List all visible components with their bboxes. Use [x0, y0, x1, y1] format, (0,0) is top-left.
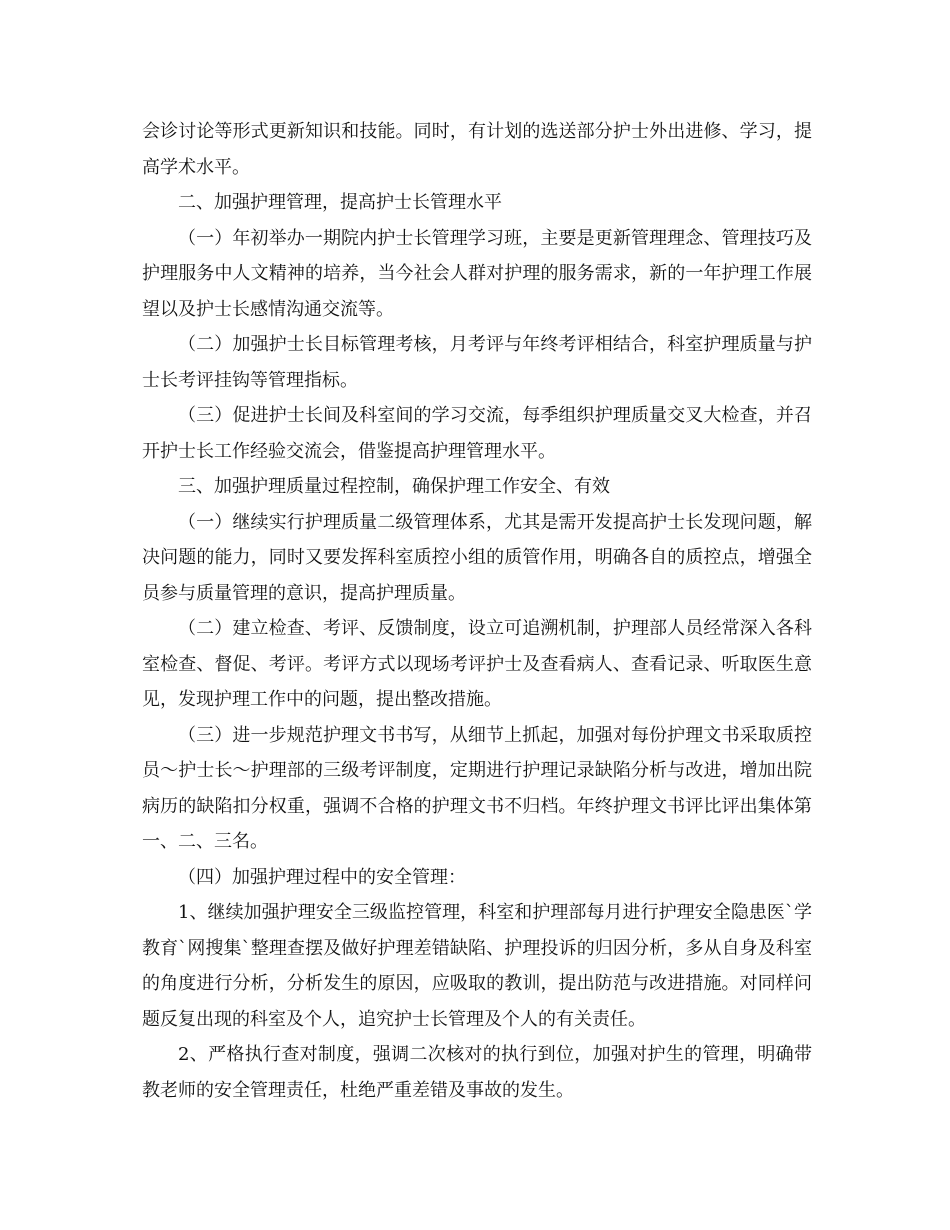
paragraph-2-2: （二）加强护士长目标管理考核，月考评与年终考评相结合，科室护理质量与护士长考评挂钩等管理指标。 [142, 334, 812, 391]
paragraph-3-2: （二）建立检查、考评、反馈制度，设立可追溯机制，护理部人员经常深入各科室检查、督促、考评。考评方式以现场考评护士及查看病人、查看记录、听取医生意见，发现护理工作中的问题，提出整改措施。 [142, 618, 812, 710]
paragraph-3-1: （一）继续实行护理质量二级管理体系，尤其是需开发提高护士长发现问题，解决问题的能力，同时又要发挥科室质控小组的质管作用，明确各自的质控点，增强全员参与质量管理的意识，提高护理质量。 [142, 511, 812, 604]
paragraph-3-4-1: 1、继续加强护理安全三级监控管理，科室和护理部每月进行护理安全隐患医`学教育`网搜集`整理查摆及做好护理差错缺陷、护理投诉的归因分析，多从自身及科室的角度进行分析，分析发生的原因，应吸取的教训，提出防范与改进措施。对同样问题反复出现的科室及个人，追究护士长管理及个人的有关责任。 [142, 902, 812, 1030]
paragraph-continuation: 会诊讨论等形式更新知识和技能。同时，有计划的选送部分护士外出进修、学习，提高学术水平。 [142, 121, 812, 178]
document-body [142, 114, 812, 1108]
paragraph-3-3: （三）进一步规范护理文书书写，从细节上抓起，加强对每份护理文书采取质控员～护士长～护理部的三级考评制度，定期进行护理记录缺陷分析与改进，增加出院病历的缺陷扣分权重，强调不合格的护理文书不归档。年终护理文书评比评出集体第一、二、三名。 [142, 724, 812, 852]
section-heading-3: 三、加强护理质量过程控制，确保护理工作安全、有效 [178, 476, 610, 497]
paragraph-3-4-2: 2、严格执行查对制度，强调二次核对的执行到位，加强对护生的管理，明确带教老师的安全管理责任，杜绝严重差错及事故的发生。 [142, 1044, 812, 1101]
paragraph-2-1: （一）年初举办一期院内护士长管理学习班，主要是更新管理理念、管理技巧及护理服务中人文精神的培养，当今社会人群对护理的服务需求，新的一年护理工作展望以及护士长感情沟通交流等。 [142, 227, 812, 320]
paragraph-2-3: （三）促进护士长间及科室间的学习交流，每季组织护理质量交叉大检查，并召开护士长工作经验交流会，借鉴提高护理管理水平。 [142, 405, 812, 462]
paragraph-3-4: （四）加强护理过程中的安全管理： [178, 866, 466, 888]
section-heading-2: 二、加强护理管理，提高护士长管理水平 [178, 192, 502, 213]
